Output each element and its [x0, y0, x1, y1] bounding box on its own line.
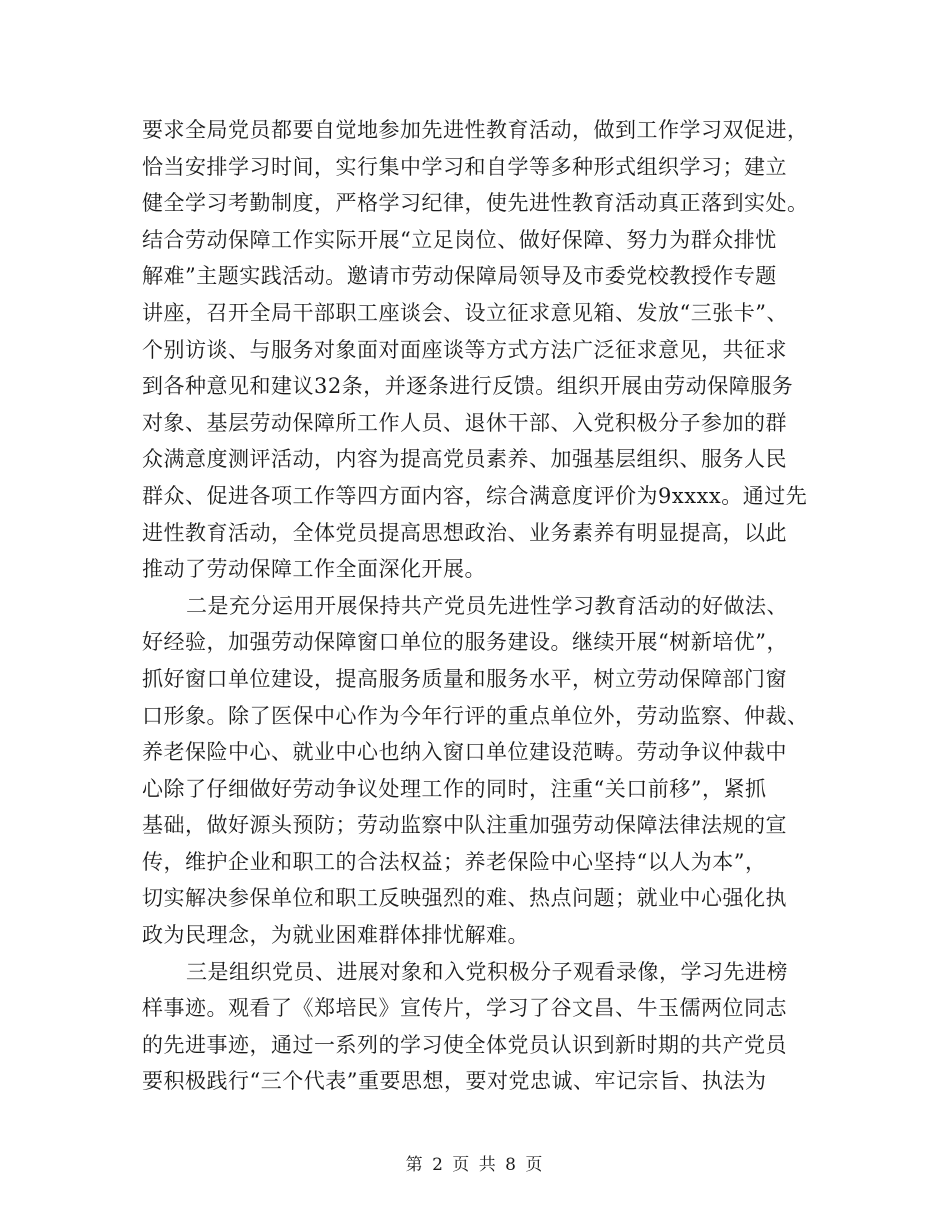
text-line: 推动了劳动保障工作全面深化开展。 [142, 557, 486, 582]
text-line: 群众、促进各项工作等四方面内容，综合满意度评价为9xxxx。通过先 [142, 483, 808, 508]
text-line: 好经验，加强劳动保障窗口单位的服务建设。继续开展“树新培优”， [142, 630, 788, 655]
text-line: 讲座，召开全局干部职工座谈会、设立征求意见箱、发放“三张卡”、 [142, 300, 788, 325]
text-line: 口形象。除了医保中心作为今年行评的重点单位外，劳动监察、仲裁、 [142, 703, 809, 728]
text-line: 心除了仔细做好劳动争议处理工作的同时，注重“关口前移”，紧抓 [142, 776, 767, 801]
text-line: 对象、基层劳动保障所工作人员、退休干部、入党积极分子参加的群 [142, 410, 787, 435]
body-text [142, 112, 810, 1100]
page-footer: 第 2 页 共 8 页 [405, 1155, 545, 1175]
text-line: 众满意度测评活动，内容为提高党员素养、加强基层组织、服务人民 [142, 447, 787, 472]
text-line: 解难”主题实践活动。邀请市劳动保障局领导及市委党校教授作专题 [142, 264, 777, 289]
text-line: 恰当安排学习时间，实行集中学习和自学等多种形式组织学习；建立 [142, 154, 787, 179]
text-line: 传，维护企业和职工的合法权益；养老保险中心坚持“以人为本”， [142, 849, 767, 874]
text-line: 要求全局党员都要自觉地参加先进性教育活动，做到工作学习双促进， [142, 118, 809, 142]
text-line: 养老保险中心、就业中心也纳入窗口单位建设范畴。劳动争议仲裁中 [142, 740, 787, 765]
text-line: 切实解决参保单位和职工反映强烈的难、热点问题；就业中心强化执 [142, 886, 787, 911]
text-line: 进性教育活动，全体党员提高思想政治、业务素养有明显提高，以此 [142, 520, 787, 545]
text-line: 二是充分运用开展保持共产党员先进性学习教育活动的好做法、 [186, 593, 788, 618]
text-line: 个别访谈、与服务对象面对面座谈等方式方法广泛征求意见，共征求 [142, 337, 787, 362]
text-line: 到各种意见和建议32条，并逐条进行反馈。组织开展由劳动保障服务 [142, 374, 794, 399]
text-line: 健全学习考勤制度，严格学习纪律，使先进性教育活动真正落到实处。 [142, 191, 809, 216]
text-line: 基础，做好源头预防；劳动监察中队注重加强劳动保障法律法规的宣 [142, 813, 787, 838]
text-line: 要积极践行“三个代表”重要思想，要对党忠诚、牢记宗旨、执法为 [142, 1069, 767, 1094]
text-line: 结合劳动保障工作实际开展“立足岗位、做好保障、努力为群众排忧 [142, 227, 777, 252]
text-line: 样事迹。观看了《郑培民》宣传片，学习了谷文昌、牛玉儒两位同志 [142, 996, 787, 1021]
text-line: 三是组织党员、进展对象和入党积极分子观看录像，学习先进榜 [186, 959, 788, 984]
text-line: 政为民理念，为就业困难群体排忧解难。 [142, 923, 529, 948]
text-line: 的先进事迹，通过一系列的学习使全体党员认识到新时期的共产党员 [142, 1032, 787, 1057]
text-line: 抓好窗口单位建设，提高服务质量和服务水平，树立劳动保障部门窗 [142, 666, 787, 691]
